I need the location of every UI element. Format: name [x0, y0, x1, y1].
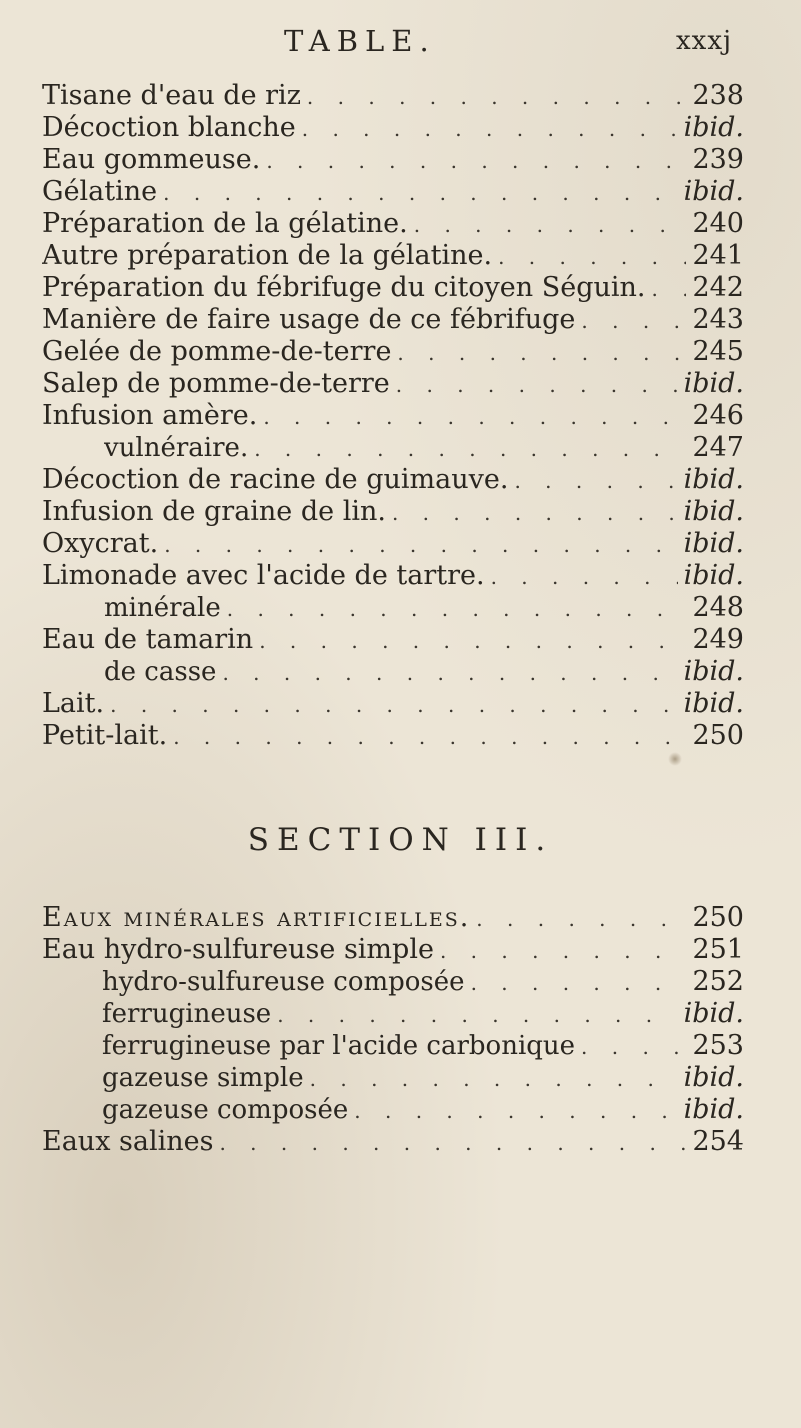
entry-title: Eau gommeuse. — [42, 144, 261, 175]
entry-title: hydro-sulfureuse composée — [102, 967, 465, 997]
entry-title: Lait. — [42, 688, 105, 719]
entry-title: Eau de tamarin — [42, 624, 254, 655]
entry-title: gazeuse simple — [102, 1063, 304, 1093]
toc-entry — [42, 112, 744, 144]
dot-leader — [396, 369, 678, 400]
entry-title: Infusion amère. — [42, 400, 258, 431]
entry-page: ibid. — [683, 496, 744, 527]
entry-title: Eaux minérales artificielles. — [42, 902, 471, 933]
toc-entry — [102, 998, 744, 1030]
entry-page: 242 — [692, 272, 744, 303]
toc-entry — [102, 1062, 744, 1094]
dot-leader — [222, 657, 677, 688]
entry-page: 249 — [692, 624, 744, 655]
entry-title: Tisane d'eau de riz — [42, 80, 301, 111]
entry-title: vulnéraire. — [104, 433, 249, 463]
toc-entry — [42, 560, 744, 592]
entry-page: 247 — [692, 432, 744, 463]
entry-page: ibid. — [683, 464, 744, 495]
toc-entry — [42, 902, 744, 934]
entry-title: Préparation de la gélatine. — [42, 208, 408, 239]
entry-title: Gelée de pomme-de-terre — [42, 336, 392, 367]
toc-entry — [42, 368, 744, 400]
dot-leader — [266, 145, 686, 176]
entry-title: Limonade avec l'acide de tartre. — [42, 560, 485, 591]
dot-leader — [471, 967, 686, 998]
entry-title: Préparation du fébrifuge du citoyen Séguin. — [42, 272, 646, 303]
toc-entry — [102, 966, 744, 998]
dot-leader — [397, 337, 686, 368]
toc-entry — [42, 80, 744, 112]
toc-entry — [42, 304, 744, 336]
entry-page: 240 — [692, 208, 744, 239]
entry-title: ferrugineuse par l'acide carbonique — [102, 1031, 576, 1061]
dot-leader — [302, 113, 678, 144]
dot-leader — [514, 465, 677, 496]
entry-page: ibid. — [683, 1062, 744, 1093]
dot-leader — [440, 935, 686, 966]
toc-entry — [42, 496, 744, 528]
toc-entry — [42, 1126, 744, 1158]
entry-page: 254 — [692, 1126, 744, 1157]
dot-leader — [491, 561, 678, 592]
toc-entry — [42, 624, 744, 656]
entry-page: ibid. — [683, 1094, 744, 1125]
toc-entry — [102, 1030, 744, 1062]
entry-title: Décoction blanche — [42, 112, 296, 143]
toc-entry — [42, 144, 744, 176]
section-heading: SECTION III. — [247, 822, 554, 858]
entry-page: 250 — [692, 720, 744, 751]
toc-entry — [42, 208, 744, 240]
entry-page: 238 — [692, 80, 744, 111]
entry-page: 246 — [692, 400, 744, 431]
entry-page: ibid. — [683, 688, 744, 719]
entry-title: de casse — [104, 657, 217, 687]
dot-leader — [307, 81, 686, 112]
toc-entry — [42, 240, 744, 272]
toc-entry — [42, 720, 744, 752]
entry-title: Eaux salines — [42, 1126, 214, 1157]
entry-page: ibid. — [683, 528, 744, 559]
dot-leader — [259, 625, 686, 656]
dot-leader — [354, 1095, 677, 1126]
toc-entry — [42, 464, 744, 496]
entry-page: 239 — [692, 144, 744, 175]
entry-title: Manière de faire usage de ce fébrifuge — [42, 304, 576, 335]
toc-entry — [42, 934, 744, 966]
dot-leader — [110, 689, 677, 720]
dot-leader — [173, 721, 686, 752]
page-number: xxxj — [676, 26, 733, 56]
toc-entry — [42, 272, 744, 304]
entry-page: ibid. — [683, 998, 744, 1029]
entry-page: 253 — [692, 1030, 744, 1061]
toc-entry — [42, 336, 744, 368]
entry-title: Décoction de racine de guimauve. — [42, 464, 509, 495]
entry-title: ferrugineuse — [102, 999, 272, 1029]
dot-leader — [263, 401, 686, 432]
entry-page: 250 — [692, 902, 744, 933]
dot-leader — [392, 497, 678, 528]
dot-leader — [164, 529, 677, 560]
toc-entry — [42, 688, 744, 720]
entry-page: 248 — [692, 592, 744, 623]
dot-leader — [581, 305, 686, 336]
entry-page: 245 — [692, 336, 744, 367]
dot-leader — [277, 999, 677, 1030]
ink-smudge — [668, 752, 682, 766]
dot-leader — [310, 1063, 678, 1094]
entry-page: ibid. — [683, 368, 744, 399]
page-title: TABLE. — [284, 24, 436, 58]
entry-page: 241 — [692, 240, 744, 271]
dot-leader — [219, 1127, 686, 1158]
entry-title: Petit-lait. — [42, 720, 168, 751]
entry-title: Oxycrat. — [42, 528, 159, 559]
dot-leader — [227, 593, 686, 624]
entry-page: ibid. — [683, 112, 744, 143]
entry-title: Infusion de graine de lin. — [42, 496, 386, 527]
entry-title: Autre préparation de la gélatine. — [42, 240, 493, 271]
dot-leader — [581, 1031, 686, 1062]
toc-entry — [42, 176, 744, 208]
entry-page: 252 — [692, 966, 744, 997]
dot-leader — [414, 209, 686, 240]
toc-entry — [104, 432, 744, 464]
toc-entry — [102, 1094, 744, 1126]
dot-leader — [498, 241, 686, 272]
running-head — [0, 24, 801, 64]
toc-entry — [42, 528, 744, 560]
entry-title: gazeuse composée — [102, 1095, 349, 1125]
toc-entry — [104, 592, 744, 624]
toc-entry — [104, 656, 744, 688]
entry-page: 251 — [692, 934, 744, 965]
dot-leader — [476, 903, 686, 934]
entry-title: Eau hydro-sulfureuse simple — [42, 934, 434, 965]
entry-title: minérale — [104, 593, 221, 623]
entry-title: Salep de pomme-de-terre — [42, 368, 390, 399]
dot-leader — [163, 177, 677, 208]
dot-leader — [254, 433, 686, 464]
entry-page: ibid. — [683, 560, 744, 591]
toc-entry — [42, 400, 744, 432]
entry-title: Gélatine — [42, 176, 158, 207]
entry-page: ibid. — [683, 656, 744, 687]
dot-leader — [652, 273, 686, 304]
entry-page: ibid. — [683, 176, 744, 207]
entry-page: 243 — [692, 304, 744, 335]
